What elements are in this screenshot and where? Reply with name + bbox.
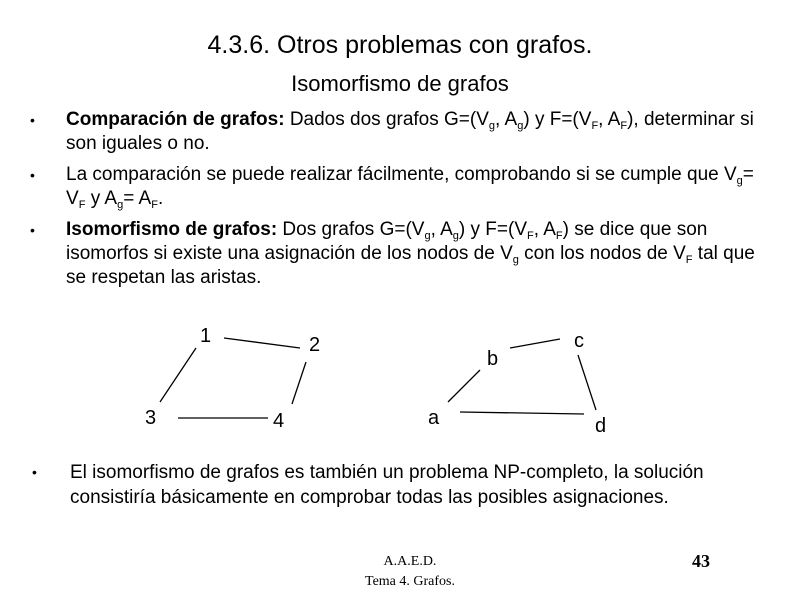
node-4: 4 — [273, 410, 285, 432]
edge-b-a — [448, 370, 480, 402]
footer — [330, 552, 490, 592]
bullet-term: Isomorfismo de grafos: — [66, 219, 278, 240]
node-b: b — [487, 348, 499, 370]
node-a: a — [428, 407, 440, 429]
graph1-edges — [160, 338, 306, 418]
bullet-dot: • — [30, 167, 35, 183]
slide-subtitle: Isomorfismo de grafos — [291, 71, 509, 96]
bullet-dot: • — [30, 112, 35, 128]
bullet-isomorfismo: • Isomorfismo de grafos: Dos grafos $G=(V_g$, $A_g$) y $F=(V_F$, $A_F$) se dice que son isomorfos si existe una asignación de los nodos de $V_g$ con los nodos de $V_F$ tal que se respetan las aristas. — [30, 219, 755, 288]
graph1-nodes — [145, 325, 320, 432]
footer-course: A.A.E.D. — [383, 554, 437, 569]
bullet-dot: • — [32, 464, 37, 480]
node-2: 2 — [309, 334, 321, 356]
slide-title: 4.3.6. Otros problemas con grafos. — [207, 31, 593, 59]
bullet-term: Comparación de grafos: — [66, 109, 285, 130]
edge-1-3 — [160, 348, 196, 402]
bullet-dot: • — [30, 222, 35, 238]
footer-topic: Tema 4. Grafos. — [365, 574, 455, 589]
bullet-list — [24, 108, 776, 297]
edge-b-c — [510, 339, 560, 348]
edge-1-2 — [224, 338, 300, 348]
page-number: 43 — [692, 551, 710, 571]
bullet-comparacion: • Comparación de grafos: Dados dos grafos $G=(V_g$, $A_g$) y $F=(V_F$, $A_F$), determinar si son iguales o no. — [30, 109, 754, 154]
edge-c-d — [578, 355, 596, 410]
node-d: d — [595, 415, 607, 437]
node-c: c — [574, 330, 584, 352]
bullet-realizacion: • La comparación se puede realizar fácilmente, comprobando si se cumple que $V_g= V_F$ y $A_g= A_F$. — [30, 164, 754, 211]
node-1: 1 — [200, 325, 212, 347]
edge-2-4 — [292, 362, 306, 404]
graph2-nodes — [428, 330, 606, 437]
bullet-np-completo — [24, 460, 776, 510]
bullet-text: El isomorfismo de grafos es también un problema NP-completo, la solución consistiría básicamente en comprobar todas las posibles asignaciones. — [70, 462, 704, 508]
edge-a-d — [460, 412, 584, 414]
node-3: 3 — [145, 407, 157, 429]
graph-diagram — [0, 310, 800, 450]
